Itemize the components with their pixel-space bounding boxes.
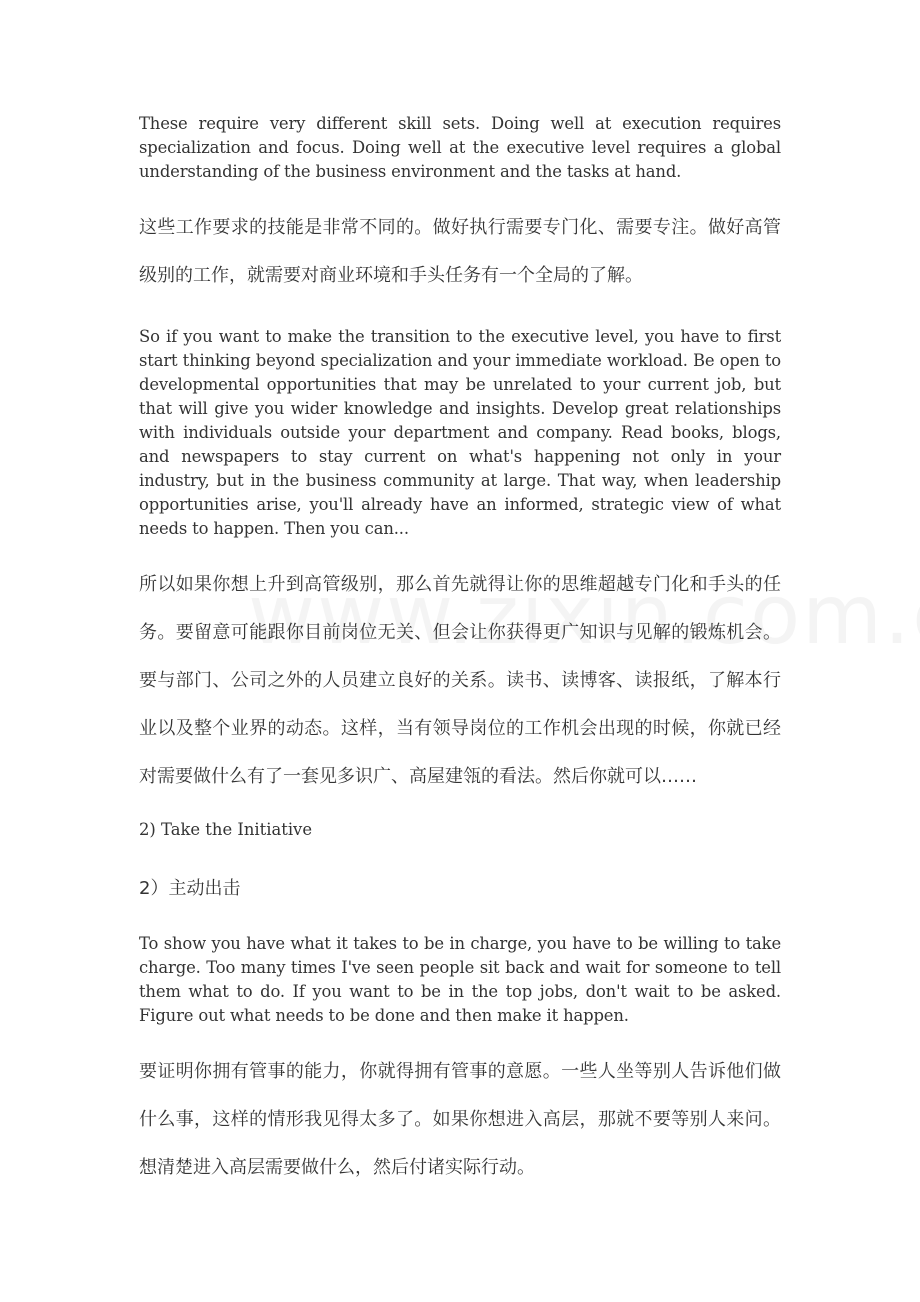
- paragraph-chinese-3: 要证明你拥有管事的能力，你就得拥有管事的意愿。一些人坐等别人告诉他们做什么事，这样的情形我见得太多了。如果你想进入高层，那就不要等别人来问。想清楚进入高层需要做什么，然后付诸实际行动。: [139, 1061, 781, 1178]
- section-heading-chinese: 2）主动出击: [139, 878, 241, 899]
- paragraph-chinese-2: 所以如果你想上升到高管级别，那么首先就得让你的思维超越专门化和手头的任务。要留意可能跟你目前岗位无关、但会让你获得更广知识与见解的锻炼机会。要与部门、公司之外的人员建立良好的关系。读书、读博客、读报纸，了解本行业以及整个业界的动态。这样，当有领导岗位的工作机会出现的时候，你就已经对需要做什么有了一套见多识广、高屋建瓴的看法。然后你就可以……: [139, 574, 781, 787]
- paragraph-english-2: So if you want to make the transition to the executive level, you have to first start thinking beyond specialization and your immediate workload. Be open to developmental opportunities that may be unrelated to your current job, but that will give you wider knowledge and insights. Develop great relationships with individuals outside your department and company. Read books, blogs, and newspapers to stay current on what's happening not only in your industry, but in the business community at large. That way, when leadership opportunities arise, you'll already have an informed, strategic view of what needs to happen. Then you can...: [139, 327, 781, 538]
- document-body: [139, 112, 781, 1192]
- section-heading-english: 2) Take the Initiative: [139, 820, 313, 839]
- paragraph-english-1: These require very different skill sets. Doing well at execution requires specialization and focus. Doing well at the executive level requires a global understanding of the business environment and the tasks at hand.: [139, 114, 781, 181]
- paragraph-chinese-1: 这些工作要求的技能是非常不同的。做好执行需要专门化、需要专注。做好高管级别的工作，就需要对商业环境和手头任务有一个全局的了解。: [139, 217, 781, 286]
- paragraph-english-3: To show you have what it takes to be in charge, you have to be willing to take charge. Too many times I've seen people sit back and wait for someone to tell them what to do. If you want to be in the top jobs, don't wait to be asked. Figure out what needs to be done and then make it happen.: [139, 934, 781, 1025]
